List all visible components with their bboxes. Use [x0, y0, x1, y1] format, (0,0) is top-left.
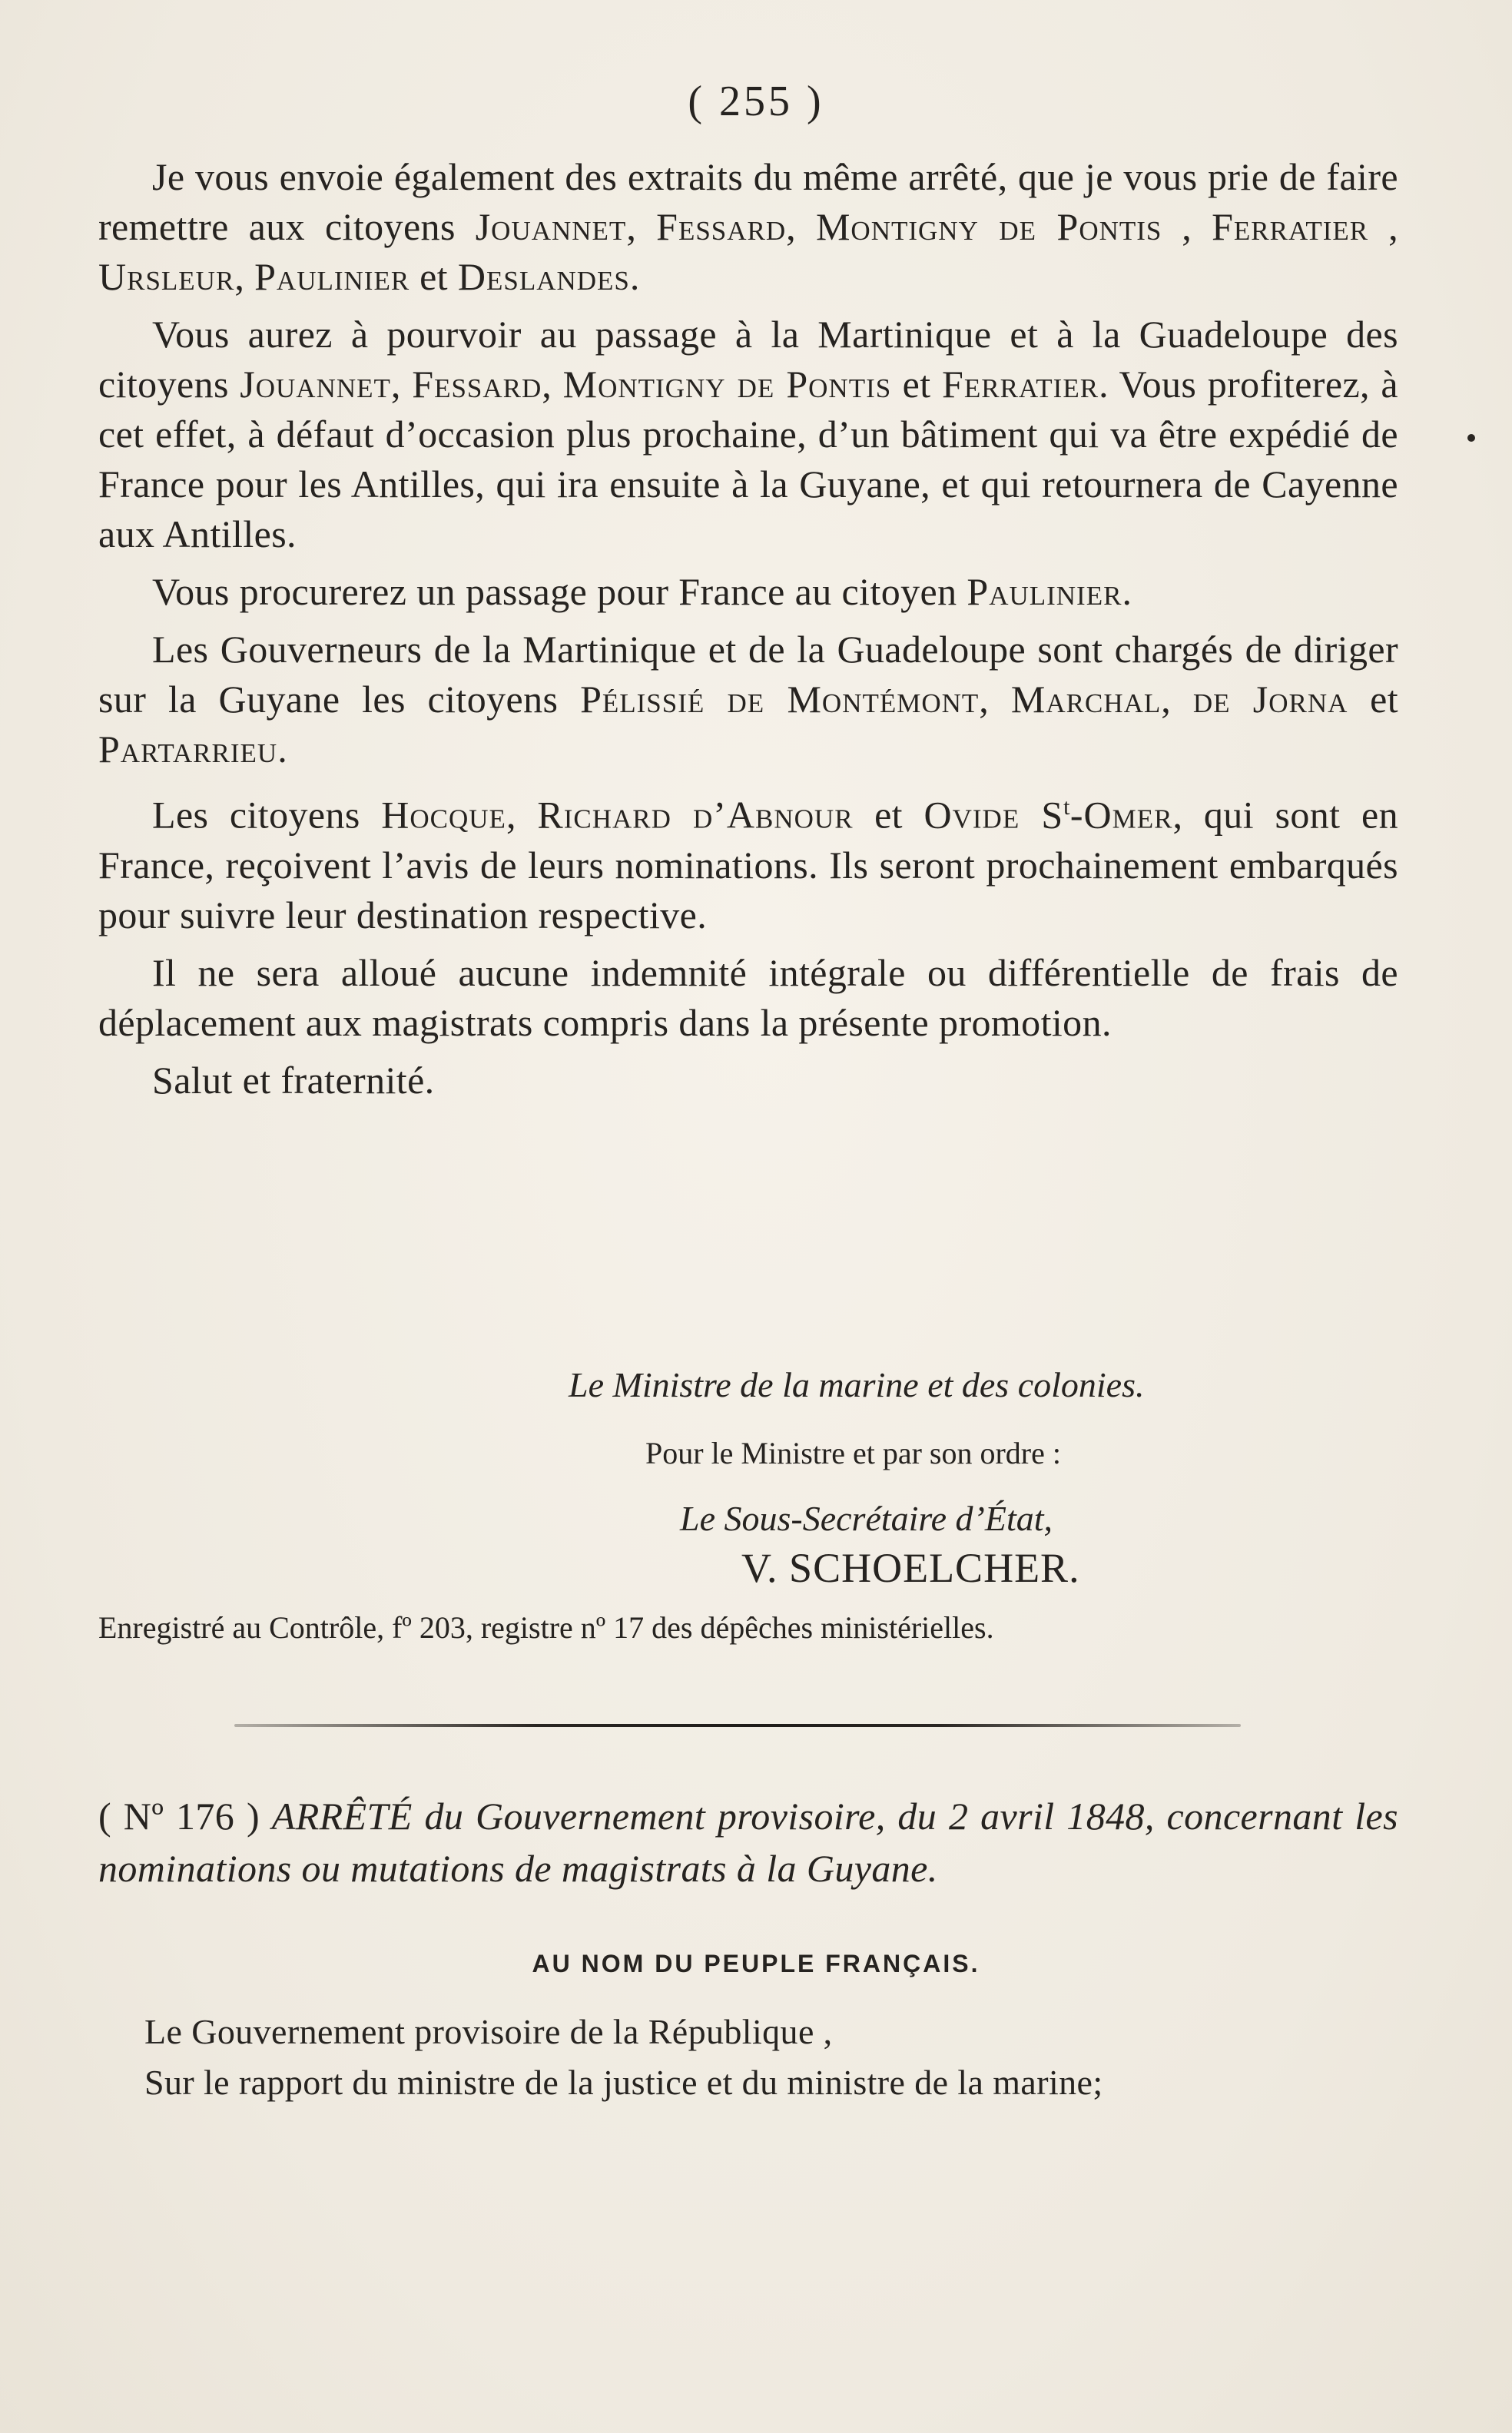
name-run: -Omer [1069, 793, 1173, 837]
name-run: Jouannet [240, 363, 391, 406]
signatory-name: V. SCHOELCHER. [741, 1545, 1080, 1591]
text-run: , qui sont en France, reçoivent l’avis de leurs nominations. Ils seront prochainement embarqués pour suivre leur destination respective. [98, 793, 1398, 936]
by-order-line: Pour le Ministre et par son ordre : [645, 1436, 1061, 1470]
text-run: , [234, 255, 255, 298]
name-run: Richard d’Abnour [537, 793, 854, 837]
paragraph [98, 782, 1398, 940]
paragraph [98, 1056, 1398, 1105]
text-run: et [1348, 678, 1398, 721]
text-run: . Vous profiterez, à cet effet, à défaut d’occasion plus prochaine, d’un bâtiment qui va être expédié de France pour les Antilles, qui ira ensuite à la Guyane, et qui retournera de Cayenne aux Antilles. [98, 363, 1398, 555]
undersecretary-title: Le Sous-Secrétaire d’État, [680, 1499, 1053, 1538]
name-run: Fessard [656, 205, 787, 248]
decree-header [98, 1790, 1398, 1894]
text-run: t [1063, 794, 1070, 820]
text-run: , [786, 205, 816, 248]
paragraph [98, 948, 1398, 1048]
text-run: Les citoyens [152, 793, 382, 837]
text-run: . [277, 728, 288, 771]
name-run: Pélissié de Montémont [580, 678, 980, 721]
name-run: Deslandes [457, 255, 630, 298]
name-run: Ursleur [98, 255, 235, 298]
decree-heading: AU NOM DU PEUPLE FRANÇAIS. [532, 1950, 980, 1977]
text-run: et [853, 793, 924, 837]
text-run: , [1161, 678, 1193, 721]
text-run: , [506, 793, 538, 837]
name-run: Marchal [1010, 678, 1162, 721]
name-run: Montigny de Pontis [815, 205, 1162, 248]
paragraph [98, 310, 1398, 559]
text-run: . [1122, 570, 1132, 613]
letter-body [98, 152, 1398, 1105]
text-run: , [1162, 205, 1212, 248]
text-run: Vous aurez à pourvoir au passage à la Martinique et à la Guadeloupe des citoyens [98, 313, 1398, 406]
text-run: , [626, 205, 657, 248]
name-run: Montigny de Pontis [562, 363, 892, 406]
paragraph [98, 625, 1398, 774]
text-run: Il ne sera alloué aucune indemnité intégrale ou différentielle de frais de déplacement aux magistrats compris dans la présente promotion. [98, 950, 1398, 1044]
ink-speck [1467, 434, 1475, 442]
decree-line-1: Le Gouvernement provisoire de la République , [144, 2012, 833, 2051]
page-number: ( 255 ) [688, 78, 824, 125]
name-run: Paulinier [967, 570, 1122, 613]
text-run: , [979, 678, 1011, 721]
decree-title: ARRÊTÉ du Gouvernement provisoire, du 2 avril 1848, concernant les nominations ou mutations de magistrats à la Guyane. [98, 1795, 1398, 1890]
paragraph [98, 152, 1398, 302]
text-run: Les Gouverneurs de la Martinique et de la Guadeloupe sont chargés de diriger sur la Guyane les citoyens [98, 628, 1398, 721]
name-run: Fessard [412, 363, 542, 406]
name-run: Paulinier [254, 255, 410, 298]
name-run: Hocque [381, 793, 506, 837]
registration-line: Enregistré au Contrôle, fº 203, registre nº 17 des dépêches ministérielles. [98, 1610, 994, 1645]
text-run: , [1368, 205, 1398, 248]
name-run: Jouannet [475, 205, 627, 248]
name-run: Ferratier [1212, 205, 1369, 248]
name-run: Ovide S [923, 793, 1064, 837]
paragraph [98, 567, 1398, 617]
decree-line-2: Sur le rapport du ministre de la justice et du ministre de la marine; [144, 2063, 1103, 2102]
text-run: , [390, 363, 413, 406]
text-run: Je vous envoie également des extraits du même arrêté, que je vous prie de faire remettre aux citoyens [98, 155, 1398, 248]
decree-number: ( Nº 176 ) [98, 1795, 260, 1838]
text-run: Vous procurerez un passage pour France au citoyen [152, 570, 967, 613]
text-run: et [410, 255, 458, 298]
text-run: et [891, 363, 943, 406]
minister-title: Le Ministre de la marine et des colonies. [569, 1365, 1145, 1404]
decree-body [98, 2007, 1398, 2108]
text-run: Salut et fraternité. [152, 1058, 435, 1102]
name-run: Ferratier [942, 363, 1099, 406]
text-run: . [629, 255, 640, 298]
section-divider [234, 1724, 1241, 1727]
name-run: de Jorna [1192, 678, 1348, 721]
name-run: Partarrieu [98, 728, 278, 771]
text-run: , [542, 363, 563, 406]
